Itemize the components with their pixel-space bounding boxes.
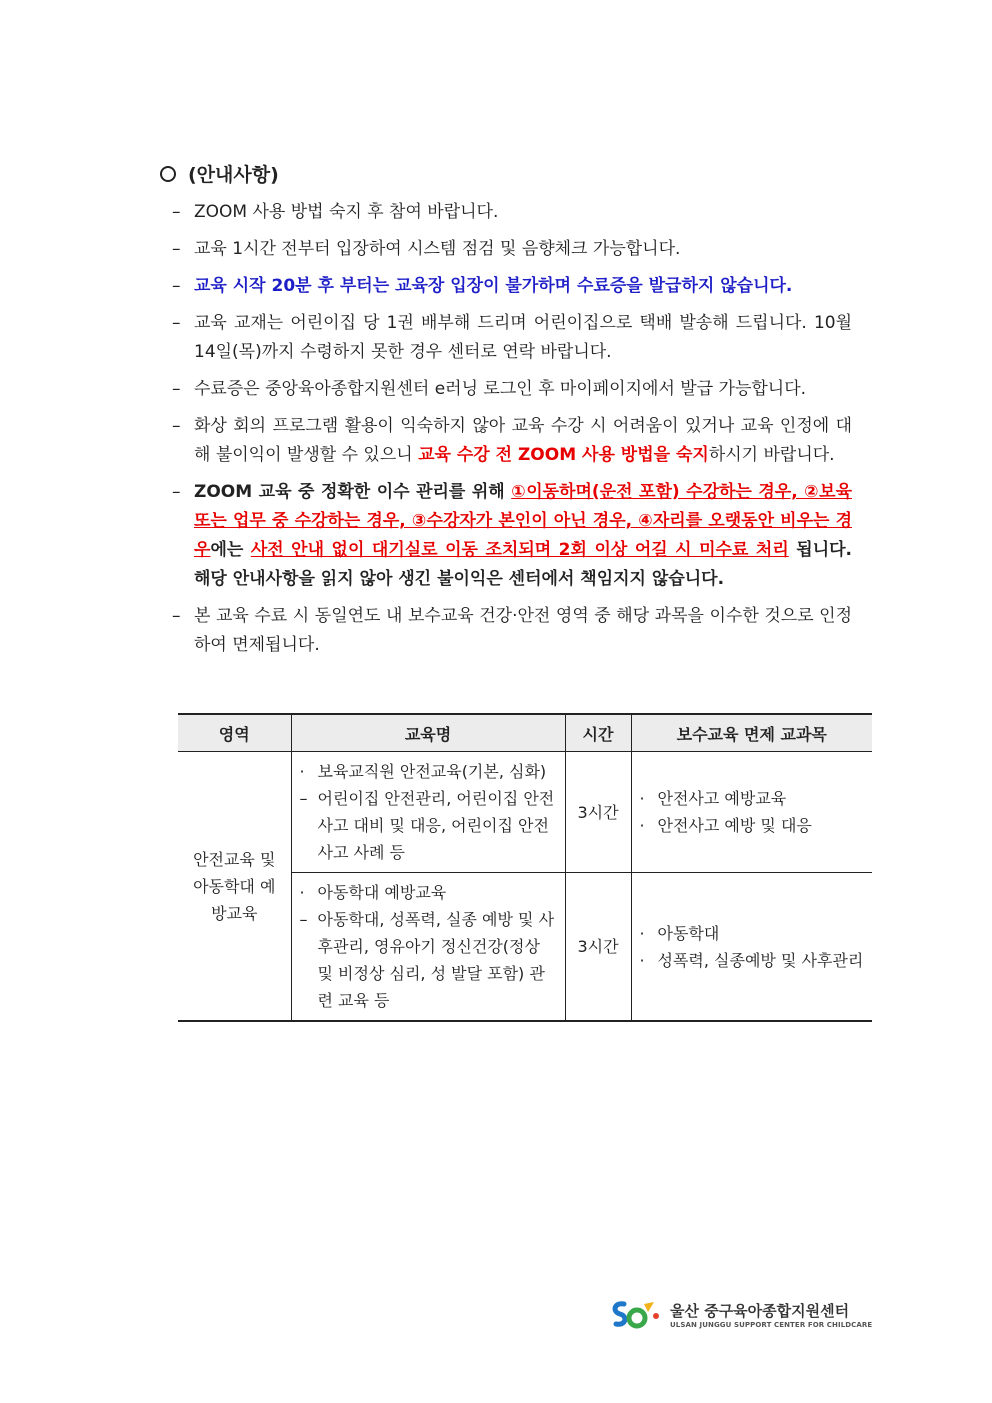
center-logo [610,1296,872,1332]
center-logo-icon [610,1296,662,1332]
exempt-cell: · 아동학대 · 성폭력, 실종예방 및 사후관리 [631,873,872,1022]
notice-text: 수료증은 중앙육아종합지원센터 e러닝 로그인 후 마이페이지에서 발급 가능합니다. [194,379,807,399]
circle-bullet-icon [160,166,176,182]
notice-text: 교육 교재는 어린이집 당 1권 배부해 드리며 어린이집으로 택배 발송해 드립니다. 10월 14일(목)까지 수령하지 못한 경우 센터로 연락 바랍니다. [194,313,852,362]
notice-highlight: 사전 안내 없이 대기실로 이동 조치되며 2회 이상 어길 시 미수료 처리 [250,540,789,560]
header-exempt: 보수교육 면제 교과목 [631,714,872,752]
section-heading [160,160,279,187]
header-name: 교육명 [291,714,565,752]
section-title: (안내사항) [188,164,279,186]
notice-highlight: 교육 수강 전 ZOOM 사용 방법을 숙지 [418,445,709,465]
notice-text: ZOOM 교육 중 정확한 이수 관리를 위해 ①이동하며(운전 포함) 수강하는 경우, ②보육 또는 업무 중 수강하는 경우, ③수강자가 본인이 아닌 경우, ④자리를 오랫동안 비우는 경우에는 사전 안내 없이 대기실로 이동 조치되며 2회 이상 어길 시 미수료 처리 됩니다. 해당 안내사항을 읽지 않아 생긴 불이익은 센터에서 책임지지 않습니다. [194,482,852,589]
table-row [178,752,872,873]
notice-text: ZOOM 사용 방법 숙지 후 참여 바랍니다. [194,202,499,222]
notice-text-emphasis: 교육 시작 20분 후 부터는 교육장 입장이 불가하며 수료증을 발급하지 않습니다. [194,276,793,296]
header-area: 영역 [178,714,291,752]
notice-item: – 본 교육 수료 시 동일연도 내 보수교육 건강·안전 영역 중 해당 과목을 이수한 것으로 인정하여 면제됩니다. [172,602,852,660]
time-cell: 3시간 [565,873,631,1022]
notice-text: 화상 회의 프로그램 활용이 익숙하지 않아 교육 수강 시 어려움이 있거나 교육 인정에 대해 불이익이 발생할 수 있으니 교육 수강 전 ZOOM 사용 방법을 숙지하시기 바랍니다. [194,416,852,465]
table-header-row [178,714,872,752]
notice-highlight: ①이동하며(운전 포함) 수강하는 경우, ②보육 또는 업무 중 수강하는 경우, ③수강자가 본인이 아닌 경우, ④자리를 오랫동안 비우는 경우 [194,482,852,560]
notice-list [172,198,852,668]
header-time: 시간 [565,714,631,752]
notice-item: – 교육 시작 20분 후 부터는 교육장 입장이 불가하며 수료증을 발급하지 않습니다. [172,272,852,301]
notice-text: 본 교육 수료 시 동일연도 내 보수교육 건강·안전 영역 중 해당 과목을 이수한 것으로 인정하여 면제됩니다. [194,606,852,655]
education-table [178,713,872,1022]
time-cell: 3시간 [565,752,631,873]
logo-name: 울산 중구육아종합지원센터 [670,1301,850,1320]
notice-item: – 교육 교재는 어린이집 당 1권 배부해 드리며 어린이집으로 택배 발송해 드립니다. 10월 14일(목)까지 수령하지 못한 경우 센터로 연락 바랍니다. [172,309,852,367]
edu-name-cell: · 아동학대 예방교육 – 아동학대, 성폭력, 실종 예방 및 사후관리, 영유아기 정신건강(정상 및 비정상 심리, 성 발달 포함) 관련 교육 등 [291,873,565,1022]
area-cell: 안전교육 및 아동학대 예방교육 [178,752,291,1022]
notice-item: – 교육 1시간 전부터 입장하여 시스템 점검 및 음향체크 가능합니다. [172,235,852,264]
notice-item: – 수료증은 중앙육아종합지원센터 e러닝 로그인 후 마이페이지에서 발급 가능합니다. [172,375,852,404]
edu-name-cell: · 보육교직원 안전교육(기본, 심화) – 어린이집 안전관리, 어린이집 안전사고 대비 및 대응, 어린이집 안전사고 사례 등 [291,752,565,873]
notice-text: 교육 1시간 전부터 입장하여 시스템 점검 및 음향체크 가능합니다. [194,239,681,259]
logo-subtitle: ULSAN JUNGGU SUPPORT CENTER FOR CHILDCARE [670,1320,873,1329]
notice-item: – ZOOM 교육 중 정확한 이수 관리를 위해 ①이동하며(운전 포함) 수강하는 경우, ②보육 또는 업무 중 수강하는 경우, ③수강자가 본인이 아닌 경우, ④자리를 오랫동안 비우는 경우에는 사전 안내 없이 대기실로 이동 조치되며 2회 이상 어길 시 미수료 처리 됩니다. 해당 안내사항을 읽지 않아 생긴 불이익은 센터에서 책임지지 않습니다. [172,478,852,594]
notice-item: – 화상 회의 프로그램 활용이 익숙하지 않아 교육 수강 시 어려움이 있거나 교육 인정에 대해 불이익이 발생할 수 있으니 교육 수강 전 ZOOM 사용 방법을 숙지하시기 바랍니다. [172,412,852,470]
notice-item: – ZOOM 사용 방법 숙지 후 참여 바랍니다. [172,198,852,227]
exempt-cell: · 안전사고 예방교육 · 안전사고 예방 및 대응 [631,752,872,873]
